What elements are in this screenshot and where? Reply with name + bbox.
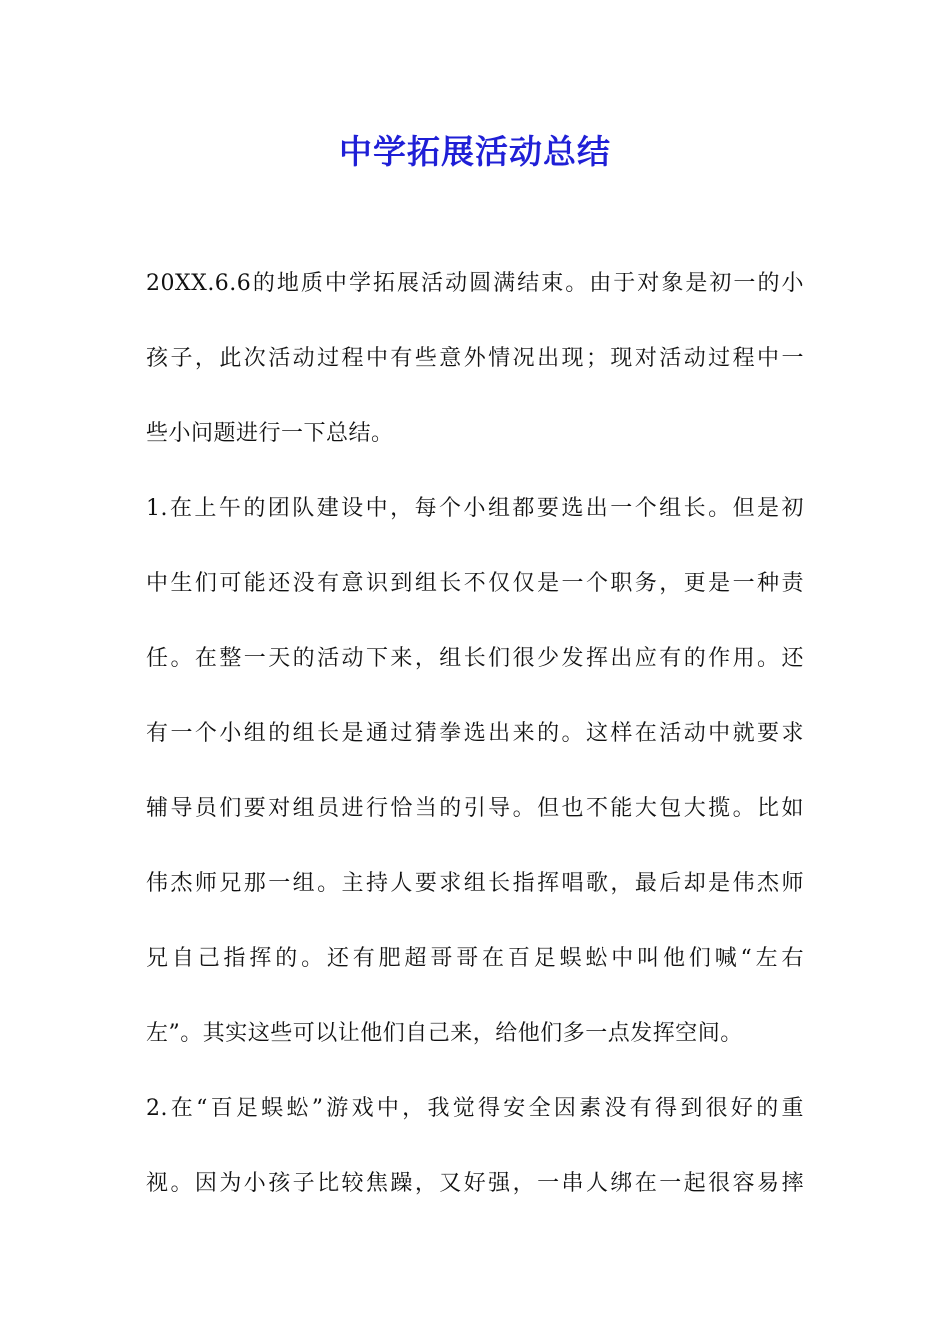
text-line: 任。在整一天的活动下来，组长们很少发挥出应有的作用。还 [146, 646, 804, 671]
document-title: 中学拓展活动总结 [339, 132, 611, 171]
text-line: 辅导员们要对组员进行恰当的引导。但也不能大包大揽。比如 [146, 796, 804, 821]
text-line: 兄自己指挥的。还有肥超哥哥在百足蜈蚣中叫他们喊“左右 [146, 946, 804, 971]
text-line: 有一个小组的组长是通过猜拳选出来的。这样在活动中就要求 [146, 721, 804, 746]
text-line: 些小问题进行一下总结。 [146, 421, 394, 446]
text-line: 1.在上午的团队建设中，每个小组都要选出一个组长。但是初 [146, 496, 804, 521]
text-line: 孩子，此次活动过程中有些意外情况出现；现对活动过程中一 [146, 346, 804, 371]
text-line: 2.在“百足蜈蚣”游戏中，我觉得安全因素没有得到很好的重 [146, 1096, 804, 1121]
text-line: 20XX.6.6的地质中学拓展活动圆满结束。由于对象是初一的小 [146, 271, 804, 296]
text-line: 中生们可能还没有意识到组长不仅仅是一个职务，更是一种责 [146, 571, 804, 596]
text-line: 左”。其实这些可以让他们自己来，给他们多一点发挥空间。 [146, 1021, 743, 1046]
text-line: 视。因为小孩子比较焦躁，又好强，一串人绑在一起很容易摔 [146, 1171, 804, 1196]
text-line: 伟杰师兄那一组。主持人要求组长指挥唱歌，最后却是伟杰师 [146, 871, 804, 896]
document-body [146, 264, 804, 1239]
